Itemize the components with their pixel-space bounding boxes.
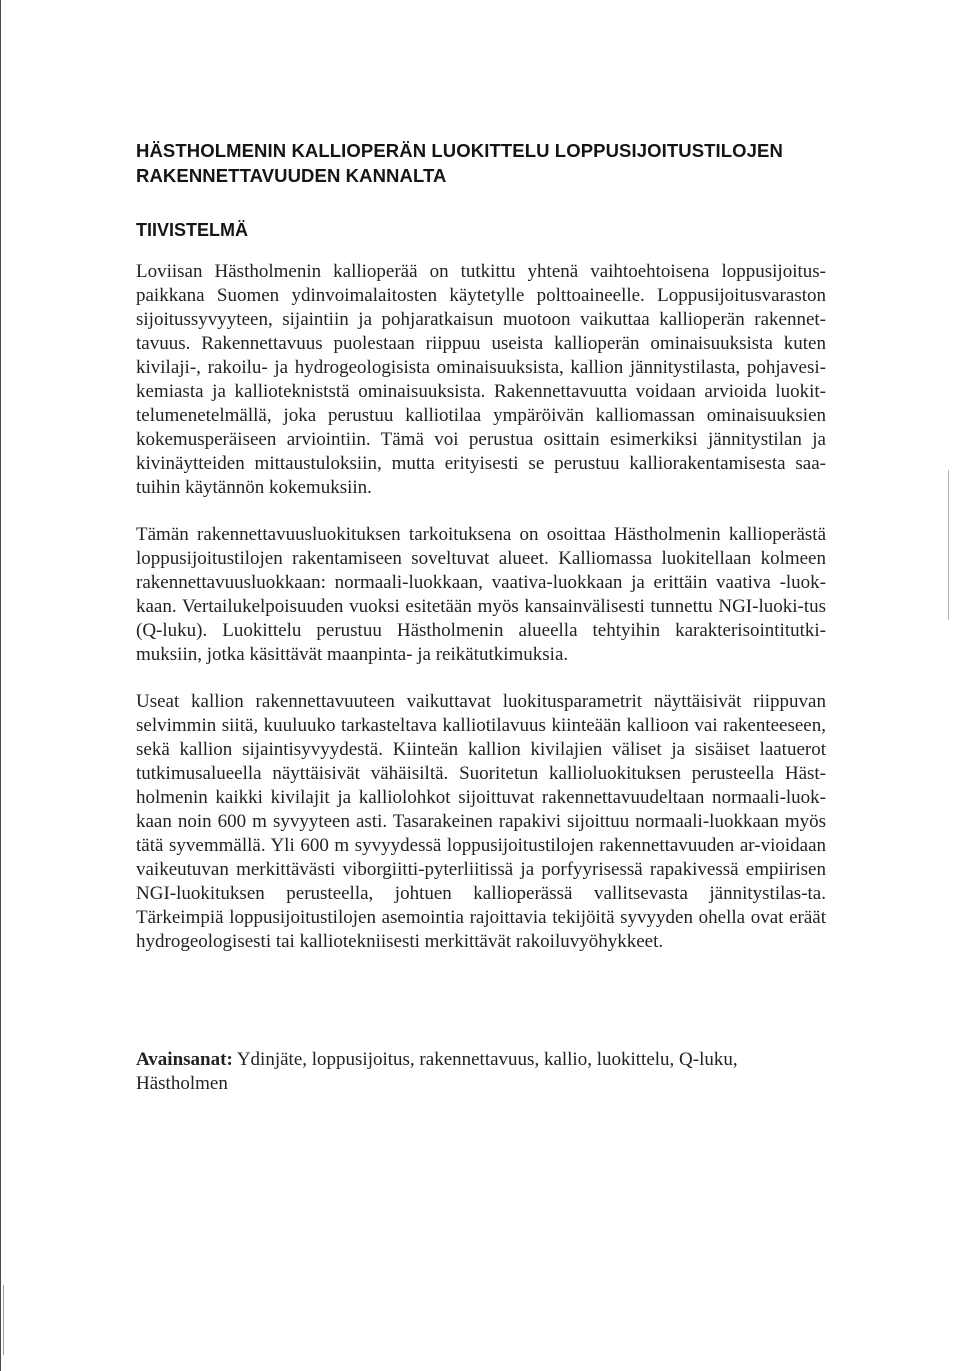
- title-line-1: HÄSTHOLMENIN KALLIOPERÄN LUOKITTELU LOPPUSIJOITUSTILOJEN: [136, 140, 783, 161]
- abstract-paragraph-3: Useat kallion rakennettavuuteen vaikuttavat luokitusparametrit näyttäisivät riippuvan selvimmin siitä, kuuluuko tarkasteltava kalliotilavuus kiinteään kallioon vai rakenteeseen, sekä kallion sijaintisyvyydestä. Kiinteän kallion kivilajien väliset ja sisäiset laatuerot tutkimusalueella näyttäisivät vähäisiltä. Suoritetun kallioluokituksen perusteella Häst-holmenin kaikki kivilajit ja kalliolohkot sijoittuvat rakennettavuudeltaan normaali-luok-kaan noin 600 m syvyyteen asti. Tasarakeinen rapakivi sijoittuu normaali-luokkaan myös tätä syvemmällä. Yli 600 m syvyydessä loppusijoitustilojen rakennettavuuden ar-vioidaan vaikeutuvan merkittävästi viborgiitti-pyterliitissä ja porfyyrisessä rapakivessä empiirisen NGI-luokituksen perusteella, johtuen kallioperässä vallitsevasta jännitystilas-ta. Tärkeimpiä loppusijoitustilojen asemointia rajoittavia tekijöitä syvyyden ohella ovat eräät hydrogeologisesti tai kalliotekniisesti merkittävät rakoiluvyöhykkeet.: [136, 691, 826, 952]
- keywords-label: Avainsanat:: [136, 1049, 233, 1070]
- keywords-text: Ydinjäte, loppusijoitus, rakennettavuus, kallio, luokittelu, Q-luku, Hästholmen: [136, 1049, 738, 1094]
- abstract-heading: TIIVISTELMÄ: [136, 220, 248, 240]
- keywords-line: [136, 1048, 826, 1096]
- scan-edge-mark-right: [948, 470, 949, 620]
- abstract-paragraph-1: Loviisan Hästholmenin kallioperää on tutkittu yhtenä vaihtoehtoisena loppusijoitus-paikkana Suomen ydinvoimalaitosten käytetylle polttoaineelle. Loppusijoitusvaraston sijoitussyvyyteen, sijaintiin ja pohjaratkaisun muotoon vaikuttaa kallioperän rakennet-tavuus. Rakennettavuus puolestaan riippuu useista kallioperän ominaisuuksista kuten kivilaji-, rakoilu- ja hydrogeologisista ominaisuuksista, kallion jännitystilasta, pohjavesi-kemiasta ja kalliotekniststä ominaisuuksista. Rakennettavuutta voidaan arvioida luokit-telumenetelmällä, joka perustuu kalliotilaa ympäröivän kalliomassan ominaisuuksien kokemusperäiseen arviointiin. Tämä voi perustua osittain esimerkiksi jännitystilan ja kivinäytteiden mittaustuloksiin, mutta erityisesti se perustuu kalliorakentamisesta saa-tuihin käytännön kokemuksiin.: [136, 261, 826, 498]
- abstract-paragraph-2: Tämän rakennettavuusluokituksen tarkoituksena on osoittaa Hästholmenin kallioperästä loppusijoitustilojen rakentamiseen soveltuvat alueet. Kalliomassa luokitellaan kolmeen rakennettavuusluokkaan: normaali-luokkaan, vaativa-luokkaan ja erittäin vaativa -luok-kaan. Vertailukelpoisuuden vuoksi esitetään myös kansainvälisesti tunnettu NGI-luoki-tus (Q-luku). Luokittelu perustuu Hästholmenin alueella tehtyihin karakterisointitutki-muksiin, jotka käsittävät maanpinta- ja reikätutkimuksia.: [136, 524, 826, 665]
- scan-edge-line: [0, 0, 1, 1371]
- scan-edge-mark: [3, 1285, 4, 1355]
- title-line-2: RAKENNETTAVUUDEN KANNALTA: [136, 165, 447, 186]
- document-page: [136, 138, 826, 1094]
- document-title: [136, 138, 826, 188]
